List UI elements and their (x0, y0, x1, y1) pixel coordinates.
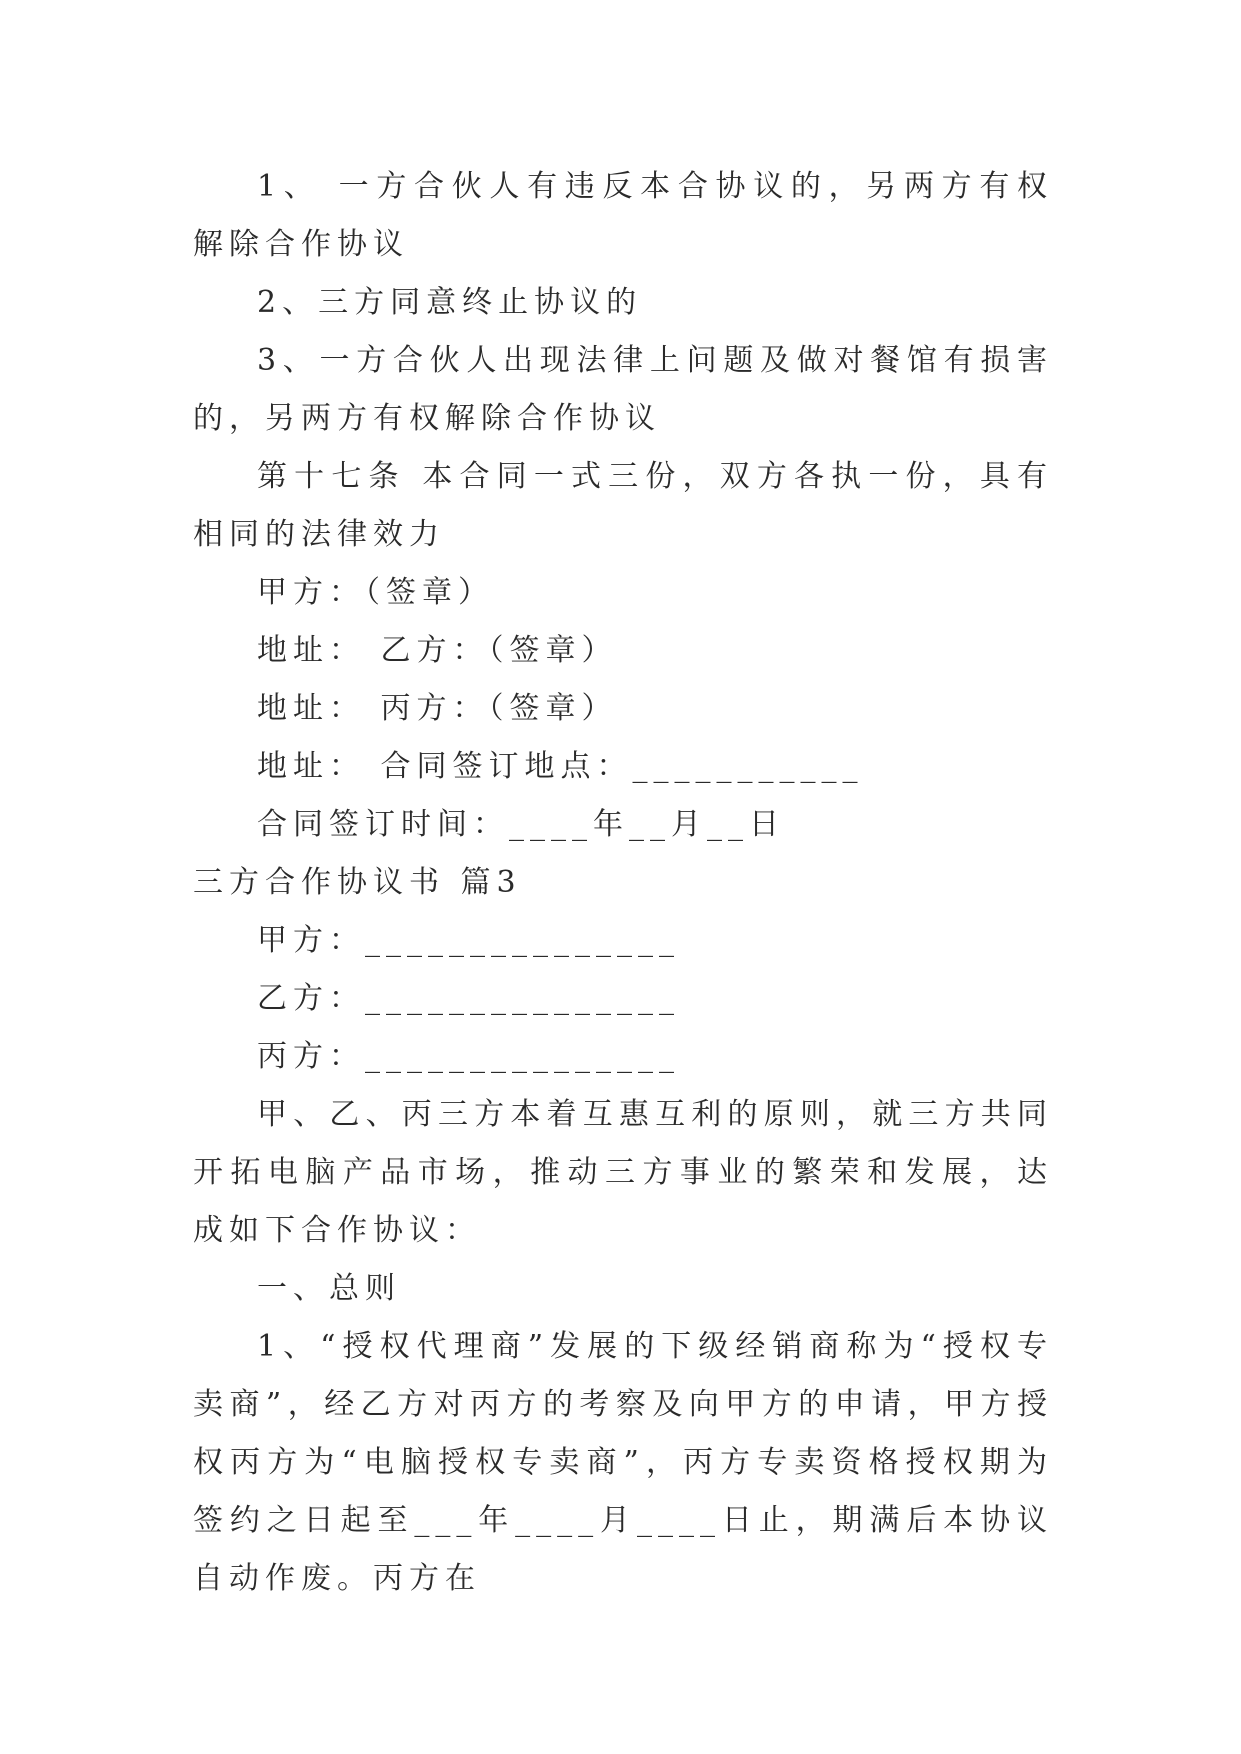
preamble-paragraph: 甲、乙、丙三方本着互惠互利的原则，就三方共同开拓电脑产品市场，推动三方事业的繁荣和发展，达成如下合作协议： (193, 1097, 1053, 1248)
signing-place: 地址： 合同签订地点：___________ (257, 749, 864, 784)
party-c-field: 丙方：_______________ (257, 1039, 680, 1074)
chapter-general: 一、总则 (257, 1271, 401, 1306)
document-page (193, 158, 1053, 1608)
party-a-field: 甲方：_______________ (257, 923, 680, 958)
signature-party-c: 地址： 丙方：（签章） (257, 691, 618, 726)
paragraph-article-17: 第十七条 本合同一式三份，双方各执一份，具有相同的法律效力 (193, 459, 1053, 552)
general-clause-1: 1、“授权代理商”发展的下级经销商称为“授权专卖商”，经乙方对丙方的考察及向甲方的申请，甲方授权丙方为“电脑授权专卖商”，丙方专卖资格授权期为签约之日起至___年____月____日止，期满后本协议自动作废。丙方在 (193, 1329, 1053, 1596)
section-heading: 三方合作协议书 篇3 (193, 865, 522, 900)
paragraph-clause-3: 3、一方合伙人出现法律上问题及做对餐馆有损害的，另两方有权解除合作协议 (193, 343, 1053, 436)
signing-date: 合同签订时间：____年__月__日 (257, 807, 785, 842)
paragraph-clause-2: 2、三方同意终止协议的 (257, 285, 643, 320)
party-b-field: 乙方：_______________ (257, 981, 680, 1016)
signature-party-b: 地址： 乙方：（签章） (257, 633, 618, 668)
paragraph-clause-1: 1、 一方合伙人有违反本合协议的，另两方有权解除合作协议 (193, 169, 1053, 262)
signature-party-a: 甲方：（签章） (257, 575, 494, 610)
